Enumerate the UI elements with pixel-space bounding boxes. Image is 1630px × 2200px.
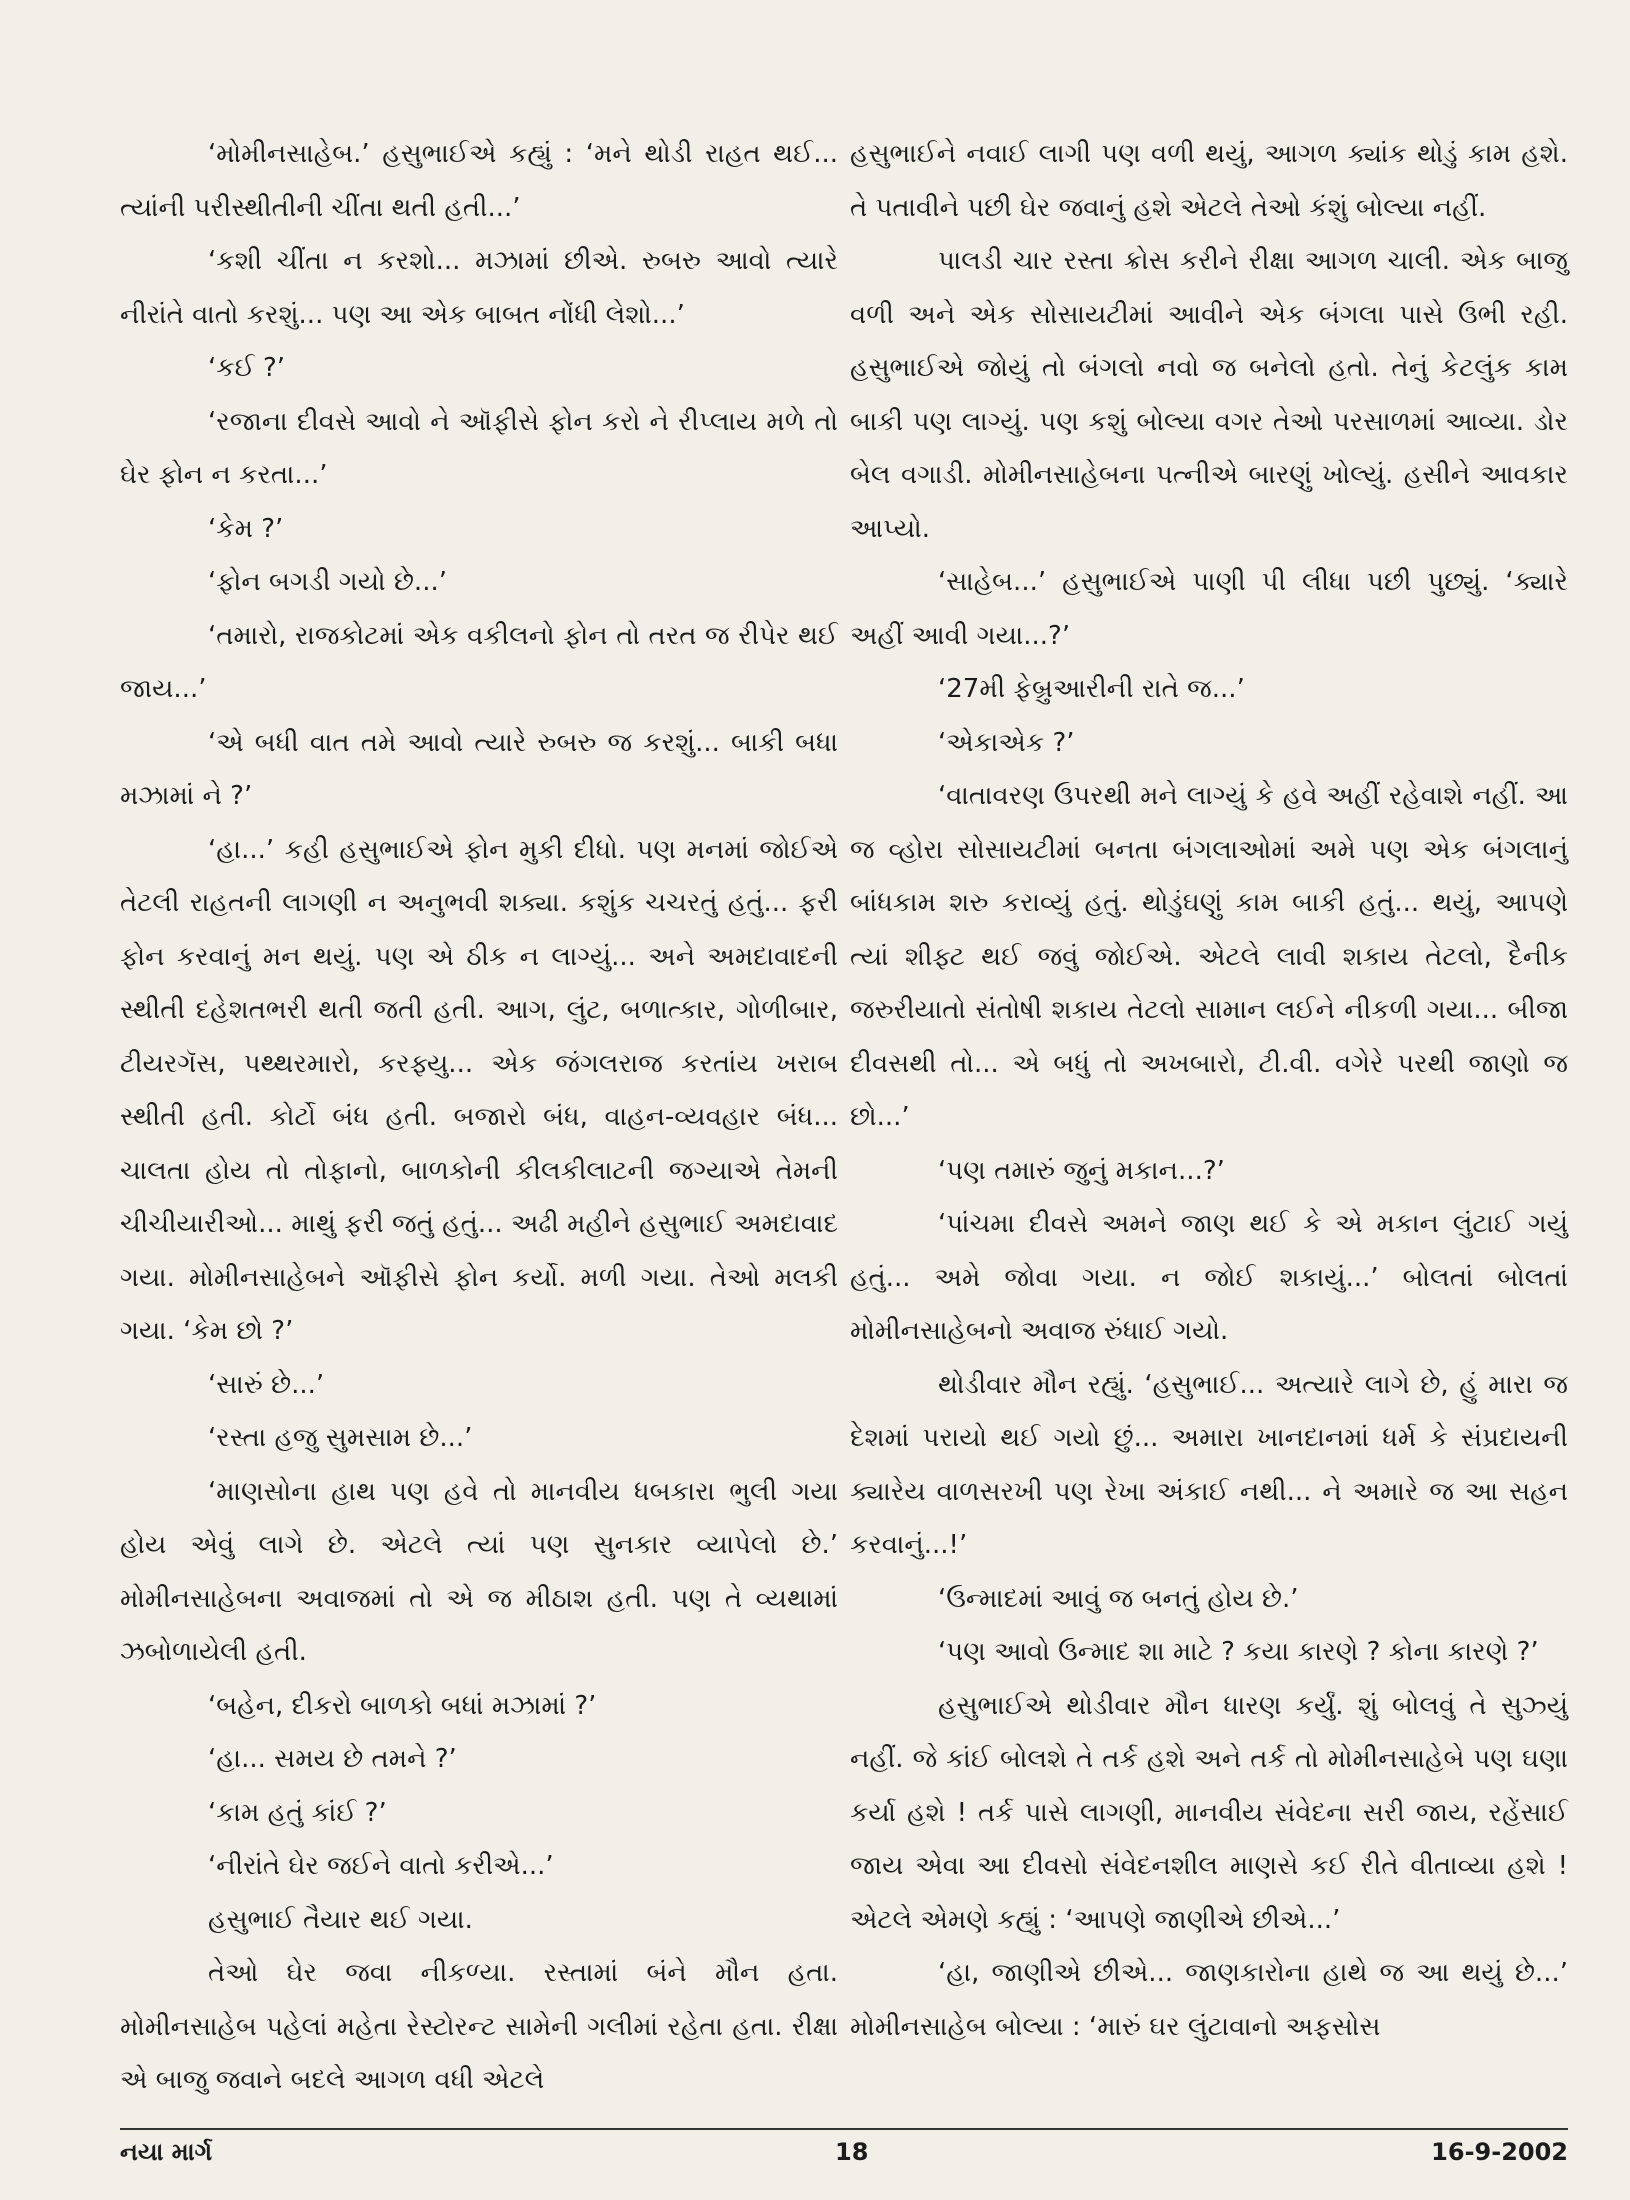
paragraph: ‘નીરાંતે ઘેર જઈને વાતો કરીએ...’ bbox=[208, 1851, 554, 1881]
left-column bbox=[120, 128, 838, 2123]
paragraph: થોડીવાર મૌન રહ્યું. ‘હસુભાઈ... અત્યારે લાગે છે, હું મારા જ દેશમાં પરાયો થઈ ગયો છું... અમારા ખાનદાનમાં ધર્મ કે સંપ્રદાયની ક્યારેય વાળસરખી પણ રેખા અંકાઈ નથી... ને અમારે જ આ સહન કરવાનું...!’ bbox=[850, 1369, 1568, 1560]
paragraph: ‘સાહેબ...’ હસુભાઈએ પાણી પી લીધા પછી પુછ્યું. ‘ક્યારે અહીં આવી ગયા...?’ bbox=[850, 567, 1568, 651]
text-columns bbox=[120, 128, 1568, 2123]
paragraph: ‘27મી ફેબ્રુઆરીની રાતે જ...’ bbox=[938, 674, 1245, 704]
magazine-name: નયા માર્ગ bbox=[120, 2138, 213, 2166]
paragraph: ‘પાંચમા દીવસે અમને જાણ થઈ કે એ મકાન લુંટાઈ ગયું હતું... અમે જોવા ગયા. ન જોઈ શકાયું...’ બોલતાં બોલતાં મોમીનસાહેબનો અવાજ રુંધાઈ ગયો. bbox=[850, 1209, 1568, 1346]
paragraph: હસુભાઈએ થોડીવાર મૌન ધારણ કર્યું. શું બોલવું તે સુઝ્યું નહીં. જે કાંઈ બોલશે તે તર્ક હશે અને તર્ક તો મોમીનસાહેબે પણ ઘણા કર્યા હશે ! તર્ક પાસે લાગણી, માનવીય સંવેદના સરી જાય, રહેંસાઈ જાય એવા આ દીવસો સંવેદનશીલ માણસે કઈ રીતે વીતાવ્યા હશે ! એટલે એમણે કહ્યું : ‘આપણે જાણીએ છીએ...’ bbox=[850, 1690, 1568, 1935]
paragraph: હસુભાઈ તૈયાર થઈ ગયા. bbox=[208, 1904, 473, 1935]
paragraph: ‘રજાના દીવસે આવો ને ઑફીસે ફોન કરો ને રીપ્લાય મળે તો ઘેર ફોન ન કરતા...’ bbox=[120, 406, 838, 490]
right-column bbox=[850, 128, 1568, 2123]
paragraph: તેઓ ઘેર જવા નીકળ્યા. રસ્તામાં બંને મૌન હતા. મોમીનસાહેબ પહેલાં મહેતા રેસ્ટોરન્ટ સામેની ગલીમાં રહેતા હતા. રીક્ષા એ બાજુ જવાને બદલે આગળ વધી એટલે bbox=[120, 1958, 838, 2095]
paragraph: ‘હા, જાણીએ છીએ... જાણકારોના હાથે જ આ થયું છે...’ મોમીનસાહેબ બોલ્યા : ‘મારું ઘર લુંટાવાનો અફસોસ bbox=[850, 1958, 1568, 2042]
paragraph: ‘પણ આવો ઉન્માદ શા માટે ? કયા કારણે ? કોના કારણે ?’ bbox=[938, 1637, 1539, 1667]
paragraph: પાલડી ચાર રસ્તા ક્રોસ કરીને રીક્ષા આગળ ચાલી. એક બાજુ વળી અને એક સોસાયટીમાં આવીને એક બંગલા પાસે ઉભી રહી. હસુભાઈએ જોયું તો બંગલો નવો જ બનેલો હતો. તેનું કેટલુંક કામ બાકી પણ લાગ્યું. પણ કશું બોલ્યા વગર તેઓ પરસાળમાં આવ્યા. ડોર બેલ વગાડી. મોમીનસાહેબના પત્નીએ બારણું ખોલ્યું. હસીને આવકાર આપ્યો. bbox=[850, 246, 1568, 544]
page-footer bbox=[120, 2138, 1568, 2178]
paragraph: ‘હા...’ કહી હસુભાઈએ ફોન મુકી દીધો. પણ મનમાં જોઈએ તેટલી રાહતની લાગણી ન અનુભવી શક્યા. કશુંક ચચરતું હતું... ફરી ફોન કરવાનું મન થયું. પણ એ ઠીક ન લાગ્યું... અને અમદાવાદની સ્થીતી દહેશતભરી થતી જતી હતી. આગ, લુંટ, બળાત્કાર, ગોળીબાર, ટીયરગૅસ, પથ્થરમારો, કરફ્યુ... એક જંગલરાજ કરતાંય ખરાબ સ્થીતી હતી. કોર્ટો બંધ હતી. બજારો બંધ, વાહન-વ્યવહાર બંધ... ચાલતા હોય તો તોફાનો, બાળકોની કીલકીલાટની જગ્યાએ તેમની ચીચીયારીઓ... માથું ફરી જતું હતું... અઢી મહીને હસુભાઈ અમદાવાદ ગયા. મોમીનસાહેબને ઑફીસે ફોન કર્યો. મળી ગયા. તેઓ મલકી ગયા. ‘કેમ છો ?’ bbox=[120, 834, 838, 1346]
paragraph: ‘મોમીનસાહેબ.’ હસુભાઈએ કહ્યું : ‘મને થોડી રાહત થઈ... ત્યાંની પરીસ્થીતીની ચીંતા થતી હતી...’ bbox=[120, 139, 838, 223]
paragraph: ‘માણસોના હાથ પણ હવે તો માનવીય ધબકારા ભુલી ગયા હોય એવું લાગે છે. એટલે ત્યાં પણ સુનકાર વ્યાપેલો છે.’ મોમીનસાહેબના અવાજમાં તો એ જ મીઠાશ હતી. પણ તે વ્યથામાં ઝબોળાયેલી હતી. bbox=[120, 1476, 838, 1667]
paragraph: ‘રસ્તા હજુ સુમસામ છે...’ bbox=[208, 1423, 473, 1453]
paragraph: ‘બહેન, દીકરો બાળકો બધાં મઝામાં ?’ bbox=[208, 1690, 597, 1721]
footer-rule bbox=[120, 2128, 1568, 2130]
paragraph: ‘કશી ચીંતા ન કરશો... મઝામાં છીએ. રુબરુ આવો ત્યારે નીરાંતે વાતો કરશું... પણ આ એક બાબત નોંધી લેશો...’ bbox=[120, 246, 838, 330]
paragraph: ‘વાતાવરણ ઉપરથી મને લાગ્યું કે હવે અહીં રહેવાશે નહીં. આ જ વ્હોરા સોસાયટીમાં બનતા બંગલાઓમાં અમે પણ એક બંગલાનું બાંધકામ શરુ કરાવ્યું હતું. થોડુંઘણું કામ બાકી હતું... થયું, આપણે ત્યાં શીફ્ટ થઈ જવું જોઈએ. એટલે લાવી શકાય તેટલો, દૈનીક જરુરીયાતો સંતોષી શકાય તેટલો સામાન લઈને નીકળી ગયા... બીજા દીવસથી તો... એ બધું તો અખબારો, ટી.વી. વગેરે પરથી જાણો જ છો...’ bbox=[850, 781, 1568, 1132]
issue-date: 16-9-2002 bbox=[1431, 2138, 1568, 2166]
paragraph: ‘તમારો, રાજકોટમાં એક વકીલનો ફોન તો તરત જ રીપેર થઈ જાય...’ bbox=[120, 620, 838, 704]
paragraph: ‘પણ તમારું જુનું મકાન...?’ bbox=[938, 1155, 1225, 1186]
paragraph: હસુભાઈને નવાઈ લાગી પણ વળી થયું, આગળ ક્યાંક થોડું કામ હશે. તે પતાવીને પછી ઘેર જવાનું હશે એટલે તેઓ કંશું બોલ્યા નહીં. bbox=[850, 139, 1568, 223]
paragraph: ‘ફોન બગડી ગયો છે...’ bbox=[208, 567, 447, 597]
paragraph: ‘કામ હતું કાંઈ ?’ bbox=[208, 1797, 387, 1828]
paragraph: ‘કેમ ?’ bbox=[208, 513, 284, 544]
paragraph: ‘ઉન્માદમાં આવું જ બનતું હોય છે.’ bbox=[938, 1583, 1299, 1614]
paragraph: ‘હા... સમય છે તમને ?’ bbox=[208, 1744, 457, 1774]
paragraph: ‘એકાએક ?’ bbox=[938, 727, 1075, 758]
paragraph: ‘એ બધી વાત તમે આવો ત્યારે રુબરુ જ કરશું... બાકી બધા મઝામાં ને ?’ bbox=[120, 727, 838, 811]
paragraph: ‘કઈ ?’ bbox=[208, 353, 286, 383]
page-number: 18 bbox=[835, 2138, 869, 2166]
paragraph: ‘સારું છે...’ bbox=[208, 1369, 325, 1400]
